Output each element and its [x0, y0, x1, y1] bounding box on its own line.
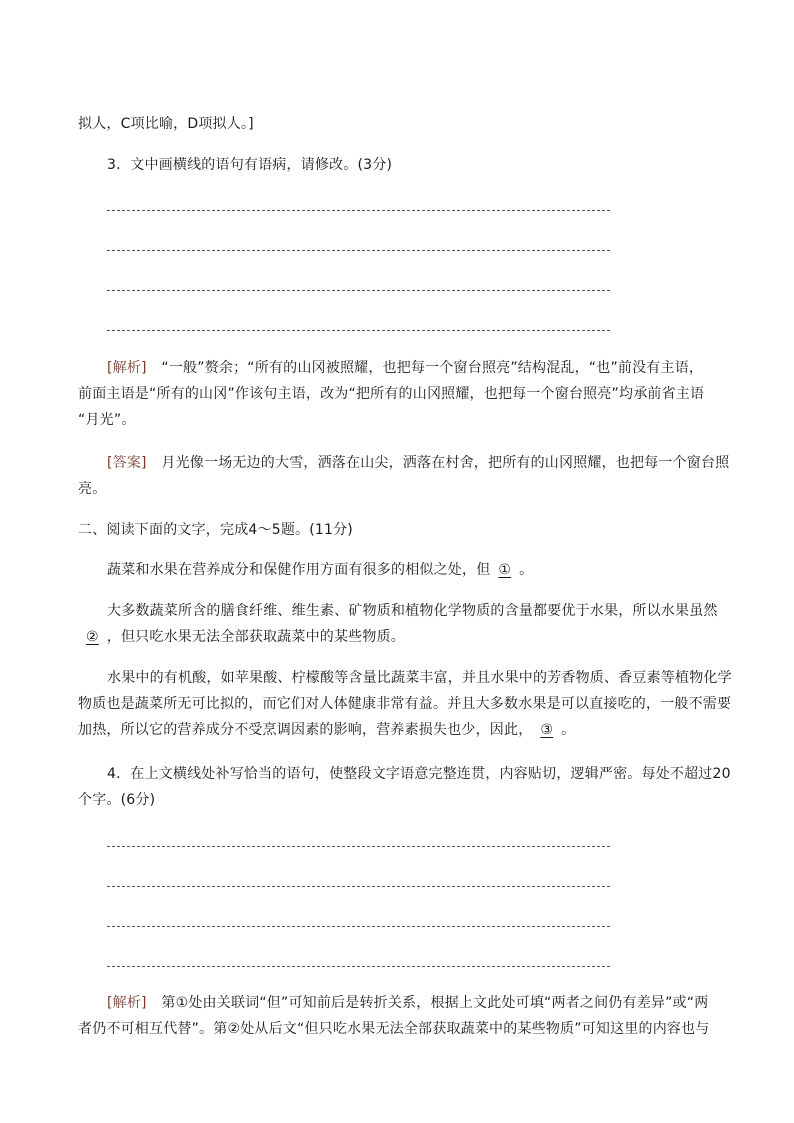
q3-answer-line-1: [答案] 月光像一场无边的大雪，洒落在山尖，洒落在村舍，把所有的山冈照耀，也把每一个窗台照	[107, 455, 730, 471]
answer-line-1	[107, 210, 610, 211]
passage-paragraph-1: 蔬菜和水果在营养成分和保健作用方面有很多的相似之处，但 ① 。	[107, 562, 534, 578]
blank-3: ③	[540, 722, 554, 738]
answer-line-5	[107, 846, 610, 847]
q4-analysis-line-2: 者仍不可相互代替”。第②处从后文“但只吃水果无法全部获取蔬菜中的某些物质”可知这里的内容也与	[78, 1021, 710, 1037]
analysis-tag: [解析]	[107, 360, 147, 376]
answer-line-4	[107, 330, 610, 331]
passage-paragraph-3-line-1: 水果中的有机酸，如苹果酸、柠檬酸等含量比蔬菜丰富，并且水果中的芳香物质、香豆素等植物化学	[107, 670, 732, 686]
answer-line-7	[107, 926, 610, 927]
section-2-heading: 二、阅读下面的文字，完成4～5题。(11分)	[78, 522, 353, 538]
question-3-title: 3．文中画横线的语句有语病，请修改。(3分)	[107, 157, 393, 173]
answer-tag: [答案]	[107, 455, 147, 471]
analysis-tag-q4: [解析]	[107, 995, 147, 1011]
passage-paragraph-2-line-1: 大多数蔬菜所含的膳食纤维、维生素、矿物质和植物化学物质的含量都要优于水果，所以水果虽然	[107, 603, 718, 619]
blank-2: ②	[86, 629, 99, 645]
answer-line-2	[107, 250, 610, 251]
q3-analysis-line-1: [解析] “一般”赘余；“所有的山冈被照耀，也把每一个窗台照亮”结构混乱，“也”前没有主语，	[107, 360, 704, 376]
answer-line-3	[107, 290, 610, 291]
answer-line-6	[107, 886, 610, 887]
passage-paragraph-2-line-2: ② ，但只吃水果无法全部获取蔬菜中的某些物质。	[78, 627, 405, 647]
answer-line-8	[107, 966, 610, 967]
question-4-title-line-2: 个字。(6分)	[78, 792, 156, 808]
q3-analysis-line-3: “月光”。	[78, 412, 136, 428]
passage-paragraph-3-line-2: 物质也是蔬菜所无可比拟的，而它们对人体健康非常有益。并且大多数水果是可以直接吃的，一般不需要	[78, 696, 732, 712]
previous-answer-tail: 拟人，C项比喻，D项拟人。]	[78, 116, 254, 132]
q3-analysis-line-2: 前面主语是“所有的山冈”作该句主语，改为“把所有的山冈照耀，也把每一个窗台照亮”均承前省主语	[78, 386, 705, 402]
blank-1: ①	[498, 562, 512, 578]
passage-paragraph-3-line-3: 加热，所以它的营养成分不受烹调因素的影响，营养素损失也少，因此， ③ 。	[78, 722, 576, 738]
q3-answer-line-2: 亮。	[78, 481, 107, 497]
q4-analysis-line-1: [解析] 第①处由关联词“但”可知前后是转折关系，根据上文此处可填“两者之间仍有差异”或“两	[107, 995, 709, 1011]
question-4-title-line-1: 4．在上文横线处补写恰当的语句，使整段文字语意完整连贯，内容贴切，逻辑严密。每处不超过20	[107, 766, 731, 782]
